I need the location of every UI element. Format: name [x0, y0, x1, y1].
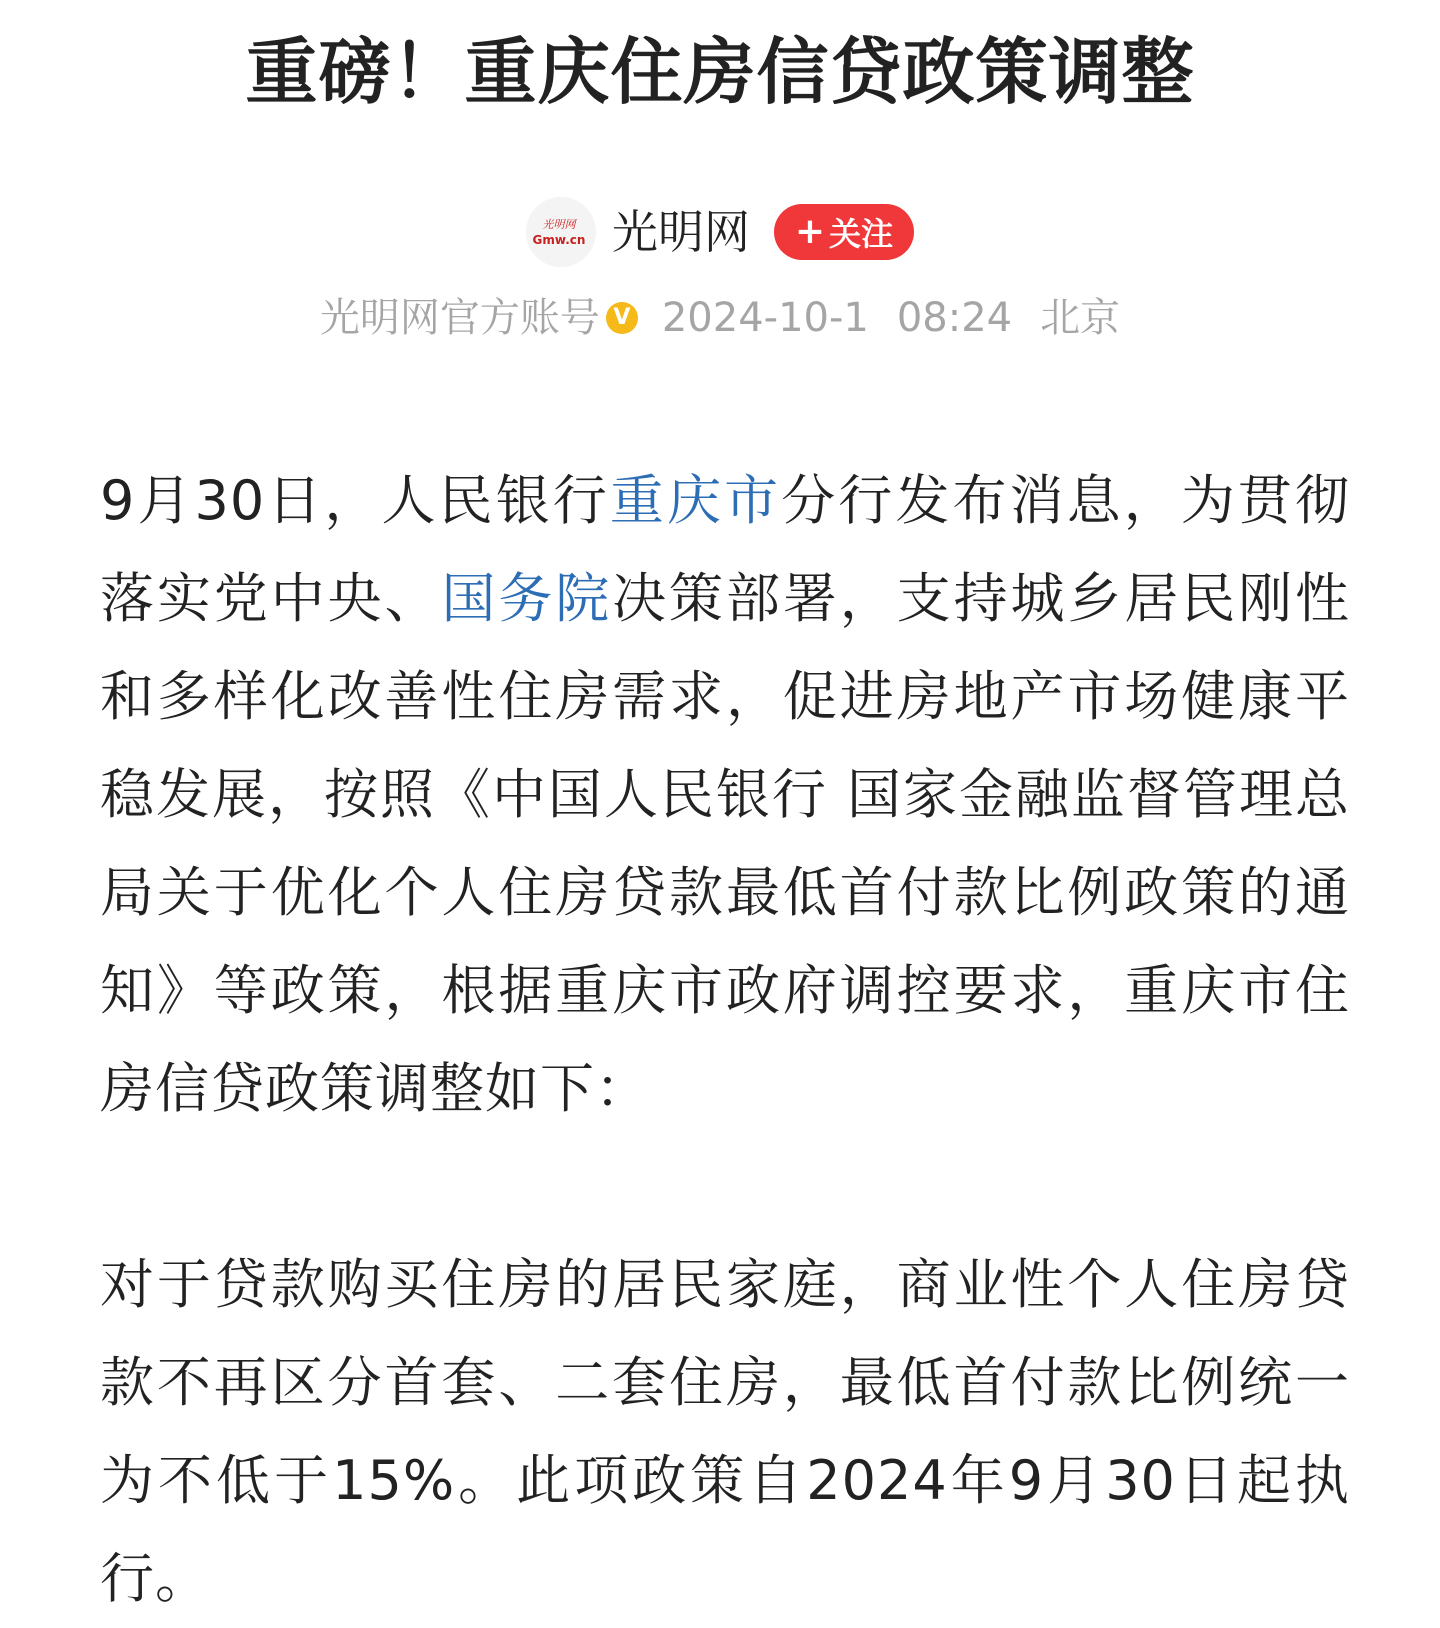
follow-button[interactable]	[774, 204, 914, 260]
author-avatar[interactable]	[526, 197, 596, 267]
account-label: 光明网官方账号	[319, 295, 600, 341]
article-title: 重磅！重庆住房信贷政策调整	[245, 30, 1195, 114]
verified-icon: V	[606, 302, 638, 334]
avatar-logo-cn-text: 光明网	[542, 218, 576, 231]
follow-button-label: 关注	[829, 215, 894, 253]
avatar-logo-en-text: Gmw.cn	[532, 233, 586, 247]
publish-time: 08:24	[896, 295, 1013, 341]
link-state-council[interactable]: 国务院	[441, 567, 613, 630]
paragraph-text: 分行发布消息，为贯彻落实党中央、	[100, 469, 1351, 630]
author-row	[0, 194, 1440, 270]
paragraph-text: 9月30日，人民银行	[100, 469, 610, 532]
article-body	[100, 452, 1350, 1628]
publish-date: 2024-10-1	[661, 295, 869, 341]
plus-icon: +	[794, 211, 826, 252]
gmw-logo-icon	[529, 212, 593, 252]
article-meta	[0, 288, 1440, 348]
article-paragraph	[100, 452, 1350, 1138]
paragraph-text: 对于贷款购买住房的居民家庭，商业性个人住房贷款不再区分首套、二套住房，最低首付款比例统一为不低于15%。此项政策自2024年9月30日起执行。	[100, 1253, 1350, 1610]
article-paragraph	[100, 1236, 1350, 1628]
publish-location: 北京	[1040, 295, 1121, 341]
link-chongqing-city[interactable]: 重庆市	[609, 469, 782, 532]
author-name[interactable]: 光明网	[612, 205, 750, 259]
paragraph-text: 决策部署，支持城乡居民刚性和多样化改善性住房需求，促进房地产市场健康平稳发展，按照《中国人民银行 国家金融监督管理总局关于优化个人住房贷款最低首付款比例政策的通知》等政策，根据重庆市政府调控要求，重庆市住房信贷政策调整如下：	[100, 567, 1351, 1120]
